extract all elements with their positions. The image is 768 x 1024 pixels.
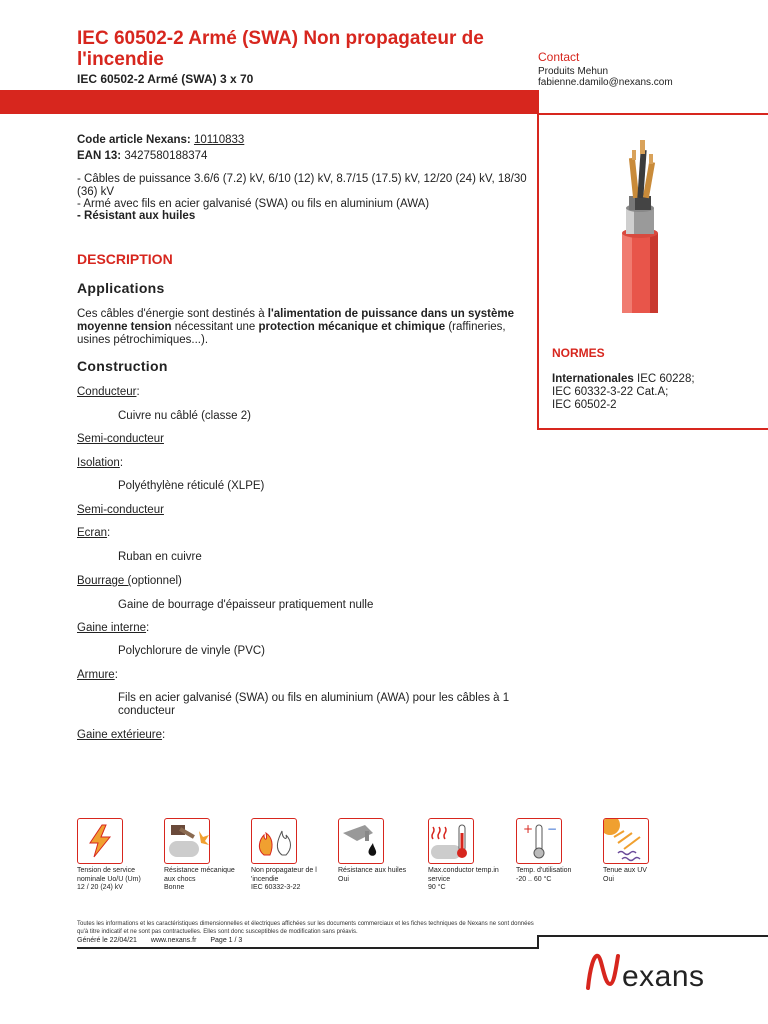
caption-line: Non propagateur de l: [251, 867, 317, 874]
ean-value: 3427580188374: [124, 150, 208, 162]
construction-value-armure: Fils en acier galvanisé (SWA) ou fils en aluminium (AWA) pour les câbles à 1 conducteur: [118, 692, 510, 717]
normes-content: [552, 373, 752, 412]
lightning-icon: [77, 818, 123, 864]
oil-drop-icon: [338, 818, 384, 864]
right-column-top-line: [537, 113, 768, 115]
icon-caption-mechanical: [164, 867, 244, 893]
product-subtitle: IEC 60502-2 Armé (SWA) 3 x 70: [77, 72, 254, 86]
construction-label-suffix: :: [107, 527, 111, 539]
construction-label-suffix: :: [162, 729, 166, 741]
app-bold-1: l'alimentation de puissance dans un système moyenne tension: [77, 308, 515, 333]
construction-label-suffix: :: [146, 622, 150, 634]
construction-label-text: Ecran: [77, 527, 108, 539]
article-code: [77, 134, 244, 147]
app-text-1: Ces câbles d'énergie sont destinés à: [77, 308, 268, 320]
construction-label-bourrage: [77, 575, 182, 588]
caption-line: Résistance mécanique: [164, 867, 235, 874]
construction-label-text: Armure: [77, 669, 115, 681]
caption-line: Max.conductor temp.in: [428, 867, 499, 874]
header-red-bar: [0, 90, 538, 114]
article-code-link[interactable]: 10110833: [193, 134, 245, 146]
caption-line: 12 / 20 (24) kV: [77, 884, 123, 891]
caption-line: service: [428, 875, 451, 883]
icon-caption-use-temp: [516, 867, 596, 884]
caption-line: Tension de service: [77, 867, 135, 874]
caption-line: IEC 60332-3-22: [251, 884, 301, 891]
construction-label-text: Semi-conducteur: [77, 504, 164, 516]
contact-heading[interactable]: Contact: [538, 50, 580, 64]
caption-line: nominale Uo/U (Um): [77, 875, 141, 883]
thermometer-heat-icon: [428, 818, 474, 864]
page-title: IEC 60502-2 Armé (SWA) Non propagateur de l'incendie: [77, 28, 484, 70]
construction-label-text: Gaine interne: [77, 622, 147, 634]
icon-caption-uv: [603, 867, 683, 884]
normes-line3: IEC 60502-2: [552, 399, 617, 411]
icon-caption-fire: [251, 867, 331, 893]
applications-text: [77, 308, 527, 347]
construction-value-ecran: Ruban en cuivre: [118, 551, 202, 563]
construction-label-gaine-interne: [77, 622, 149, 635]
construction-value-isolation: Polyéthylène réticulé (XLPE): [118, 480, 265, 492]
caption-line: Temp. d'utilisation: [516, 867, 572, 874]
nexans-logo: [582, 948, 722, 1003]
generated-date: Généré le 22/04/21: [77, 937, 137, 944]
website-link[interactable]: www.nexans.fr: [150, 937, 197, 944]
app-text-2: nécessitant une: [171, 321, 259, 333]
bullet-oil: - Résistant aux huiles: [77, 210, 196, 222]
caption-line: 90 °C: [428, 884, 446, 891]
icon-caption-oil: [338, 867, 418, 884]
construction-label-text: Gaine extérieure: [77, 729, 163, 741]
cable-image: [610, 128, 690, 318]
construction-label-isolation: [77, 457, 123, 470]
article-code-label: Code article Nexans:: [77, 134, 191, 146]
construction-value-conducteur: Cuivre nu câblé (classe 2): [118, 410, 251, 422]
caption-line: 'incendie: [251, 875, 279, 883]
construction-label-text: Bourrage (: [77, 575, 132, 587]
construction-label-ecran: [77, 527, 110, 540]
construction-label-semi-conducteur-2: [77, 504, 164, 517]
icon-caption-max-temp: [428, 867, 508, 893]
footer-divider-right: [537, 935, 768, 937]
app-text-3: (raffineries, usines pétrochimiques...).: [77, 321, 506, 346]
flame-icon: [251, 818, 297, 864]
construction-label-suffix: :: [136, 386, 140, 398]
construction-label-suffix: optionnel): [131, 575, 182, 587]
caption-line: -20 .. 60 °C: [516, 875, 552, 883]
disclaimer-note: Toutes les informations et les caractéristiques dimensionnelles et électriques affichées sur les documents commerciaux et les fiches techniques de Nexans ne sont données qu'à titre indicatif et ne sont pas contractuelles. Elles sont donc susceptibles de modification sans préavis.: [77, 921, 534, 935]
thermometer-icon: [516, 818, 562, 864]
construction-value-bourrage: Gaine de bourrage d'épaisseur pratiquement nulle: [118, 599, 374, 611]
bullet-voltage: - Câbles de puissance 3.6/6 (7.2) kV, 6/10 (12) kV, 8.7/15 (17.5) kV, 12/20 (24) kV, 18/30 (36) kV: [77, 173, 527, 198]
right-column-divider: [537, 90, 539, 430]
construction-label-conducteur: [77, 386, 140, 399]
normes-line2: IEC 60332-3-22 Cat.A;: [552, 386, 669, 398]
app-bold-2: protection mécanique et chimique: [258, 321, 446, 333]
construction-label-gaine-exterieure: [77, 729, 165, 742]
construction-label-suffix: :: [114, 669, 118, 681]
footer-divider-vertical: [537, 935, 539, 948]
construction-value-gaine-interne: Polychlorure de vinyle (PVC): [118, 645, 266, 657]
construction-label-semi-conducteur-1: [77, 433, 164, 446]
svg-text:−: −: [547, 822, 558, 836]
svg-text:+: +: [523, 822, 534, 836]
description-heading: DESCRIPTION: [77, 251, 173, 267]
caption-line: Résistance aux huiles: [338, 867, 407, 874]
construction-label-text: Isolation: [77, 457, 120, 469]
bullet-armour: - Armé avec fils en acier galvanisé (SWA) ou fils en aluminium (AWA): [77, 198, 430, 210]
construction-label-text: Semi-conducteur: [77, 433, 164, 445]
caption-line: Tenue aux UV: [603, 867, 647, 874]
construction-heading: Construction: [77, 358, 168, 374]
footer-meta: [77, 937, 242, 944]
applications-heading: Applications: [77, 280, 165, 296]
icon-caption-voltage: [77, 867, 157, 893]
footer-divider: [77, 947, 539, 949]
normes-label: Internationales: [552, 373, 634, 385]
caption-line: aux chocs: [164, 875, 196, 883]
nexans-logo-text: exans: [622, 960, 705, 993]
ean-code: [77, 150, 207, 163]
page-number: Page 1 / 3: [210, 937, 243, 944]
normes-line1: IEC 60228;: [633, 373, 695, 385]
normes-heading: NORMES: [552, 346, 605, 360]
construction-label-armure: [77, 669, 118, 682]
construction-label-suffix: :: [119, 457, 124, 469]
caption-line: Oui: [338, 875, 349, 883]
contact-company: Produits Mehun: [538, 66, 609, 77]
contact-email[interactable]: fabienne.damilo@nexans.com: [538, 77, 673, 88]
caption-line: Bonne: [164, 884, 185, 891]
construction-label-text: Conducteur: [77, 386, 137, 398]
right-column-bottom-line: [537, 428, 768, 430]
ean-label: EAN 13:: [77, 150, 122, 162]
caption-line: Oui: [603, 875, 614, 883]
sun-uv-icon: [603, 818, 649, 864]
hammer-icon: [164, 818, 210, 864]
